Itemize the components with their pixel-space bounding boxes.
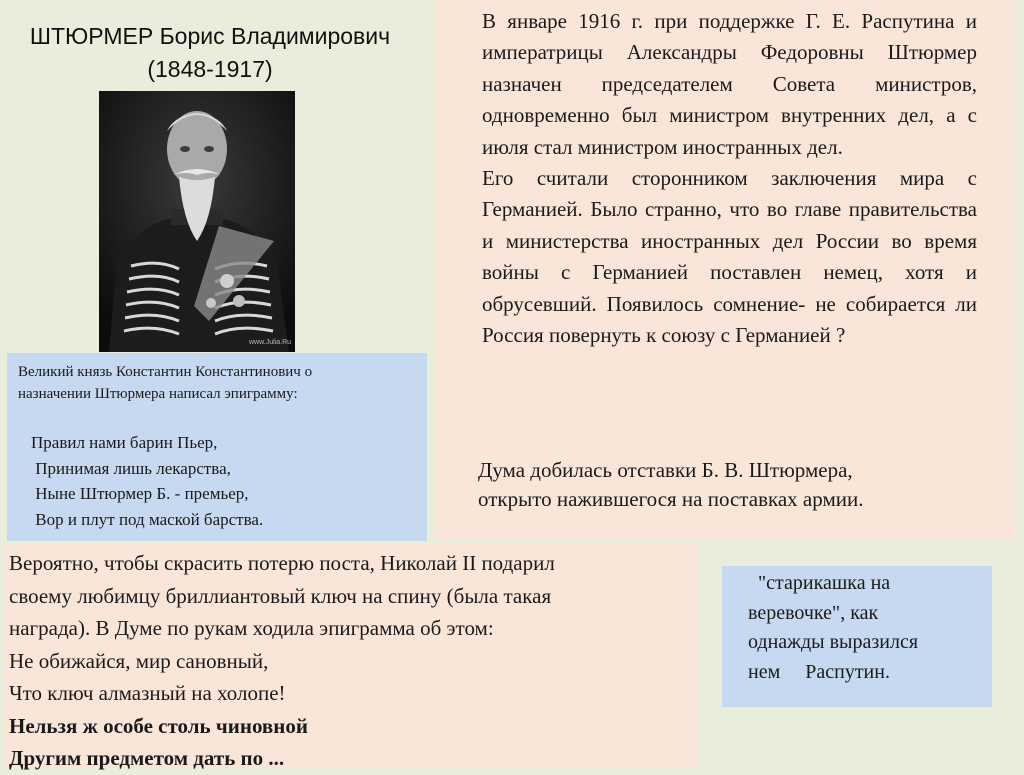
bottom-text: [9, 547, 689, 775]
quote-line-4: нем Распутин.: [748, 660, 890, 683]
duma-line-1: Дума добилась отставки Б. В. Штюрмера,: [478, 458, 853, 482]
poem-line-2: Принимая лишь лекарства,: [31, 458, 231, 478]
bottom-line-4: Не обижайся, мир сановный,: [9, 648, 269, 673]
duma-note: [478, 456, 998, 514]
person-name: ШТЮРМЕР Борис Владимирович: [29, 23, 391, 49]
person-years: (1848-1917): [147, 56, 273, 82]
main-text: [482, 6, 977, 351]
bottom-line-5: Что ключ алмазный на холопе!: [9, 681, 286, 705]
poem-line-3: Ныне Штюрмер Б. - премьер,: [31, 484, 249, 503]
bottom-bold-line-1: Нельзя ж особе столь чиновной: [9, 713, 308, 738]
duma-line-2: открыто нажившегося на поставках армии.: [478, 487, 864, 511]
paragraph-germany: Его считали сторонником заключения мира с Германией. Было странно, что во главе правительства и министерства иностранных дел России во время войны с Германией поставлен немец, хотя и обрусевший. Появилось сомнение- не собирается ли Россия повернуть к союзу с Германией ?: [482, 166, 977, 348]
bottom-line-3: награда). В Думе по рукам ходила эпиграмма об этом:: [9, 616, 494, 640]
paragraph-appointment: В январе 1916 г. при поддержке Г. Е. Распутина и императрицы Александры Федоровны Штюрмер назначен председателем Совета министров, одновременно был министром внутренних дел, а с июля стал министром иностранных дел.: [482, 9, 977, 159]
bottom-line-2: своему любимцу бриллиантовый ключ на спину (была такая: [9, 583, 552, 608]
page-title: [0, 20, 420, 86]
poem-line-1: Правил нами барин Пьер,: [31, 433, 218, 452]
bottom-line-1: Вероятно, чтобы скрасить потерю поста, Николай II подарил: [9, 551, 555, 575]
rasputin-quote: [748, 569, 988, 687]
epigram-intro-line-2: назначении Штюрмера написал эпиграмму:: [18, 386, 298, 402]
epigram-poem: [31, 430, 263, 532]
quote-line-1: "старикашка на: [748, 572, 891, 594]
portrait-illustration: [99, 91, 295, 352]
quote-line-3: однажды выразился: [748, 631, 919, 653]
bottom-bold-line-2: Другим предметом дать по ...: [9, 746, 285, 770]
epigram-intro-line-1: Великий князь Константин Константинович о: [18, 364, 313, 380]
quote-line-2: веревочке", как: [748, 601, 879, 624]
poem-line-4: Вор и плут под маской барства.: [31, 509, 264, 529]
portrait-photo: [99, 91, 295, 352]
epigram-intro: [18, 361, 398, 405]
watermark: www.Julia.Ru: [249, 339, 292, 346]
